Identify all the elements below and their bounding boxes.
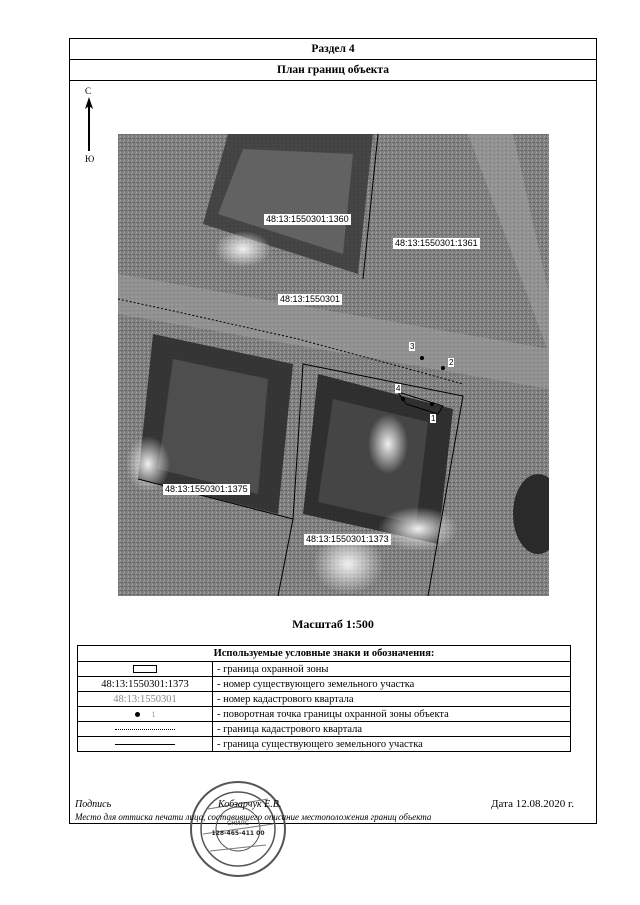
signature-label: Подпись [75,799,112,810]
legend-row [78,677,571,692]
legend-row [78,722,571,737]
quarter-label: 48:13:1550301 [280,294,341,304]
turning-point-symbol [135,712,140,717]
parcel-label: 48:13:1550301:1361 [395,238,478,248]
round-seal-stamp [188,779,288,879]
aerial-photo-image [118,134,549,596]
document-frame [69,38,597,837]
seal-place-note: Место для оттиска печати лица, составившего описание местоположения границ объекта [75,812,432,822]
map-scale: Масштаб 1:500 [292,617,374,631]
legend-text: - граница охранной зоны [213,662,571,677]
legend-row [78,707,571,722]
quarter-boundary-symbol [115,729,175,730]
legend-row [78,662,571,677]
legend-text: - номер существующего земельного участка [213,677,571,692]
svg-text:128-465-411 00: 128-465-411 00 [211,830,265,837]
legend-text: - поворотная точка границы охранной зоны объекта [213,707,571,722]
legend-row [78,692,571,707]
signer-name: Кобзарчук Е.В. [218,799,282,810]
turning-point [420,356,424,360]
plan-title: План границ объекта [70,60,596,81]
parcel-label: 48:13:1550301:1360 [266,214,349,224]
point-number: 2 [449,358,454,367]
point-number: 1 [431,414,436,423]
guard-zone-symbol [133,665,157,673]
point-number: 3 [410,342,415,351]
legend-text: - номер кадастрового квартала [213,692,571,707]
svg-text:СНИЛС: СНИЛС [227,820,249,827]
north-arrow-icon [83,97,95,153]
point-number: 4 [396,384,401,393]
compass-north-label: С [85,86,92,96]
parcel-label: 48:13:1550301:1373 [306,534,389,544]
aerial-map [118,134,549,596]
turning-point [430,402,434,406]
legend-table [77,645,571,752]
turning-point [441,366,445,370]
parcel-number-symbol: 48:13:1550301:1373 [78,677,213,692]
compass-south-label: Ю [85,154,95,164]
legend-row [78,737,571,752]
quarter-number-symbol: 48:13:1550301 [78,692,213,707]
parcel-boundary-symbol [115,744,175,745]
legend-title: Используемые условные знаки и обозначения: [78,646,571,662]
turning-point [401,397,405,401]
north-arrow [83,86,95,166]
turning-point-number: 1 [151,709,156,719]
document-date: Дата 12.08.2020 г. [491,798,574,810]
parcel-label: 48:13:1550301:1375 [165,484,248,494]
legend-text: - граница существующего земельного участка [213,737,571,752]
legend-text: - граница кадастрового квартала [213,722,571,737]
section-header: Раздел 4 [70,39,596,60]
